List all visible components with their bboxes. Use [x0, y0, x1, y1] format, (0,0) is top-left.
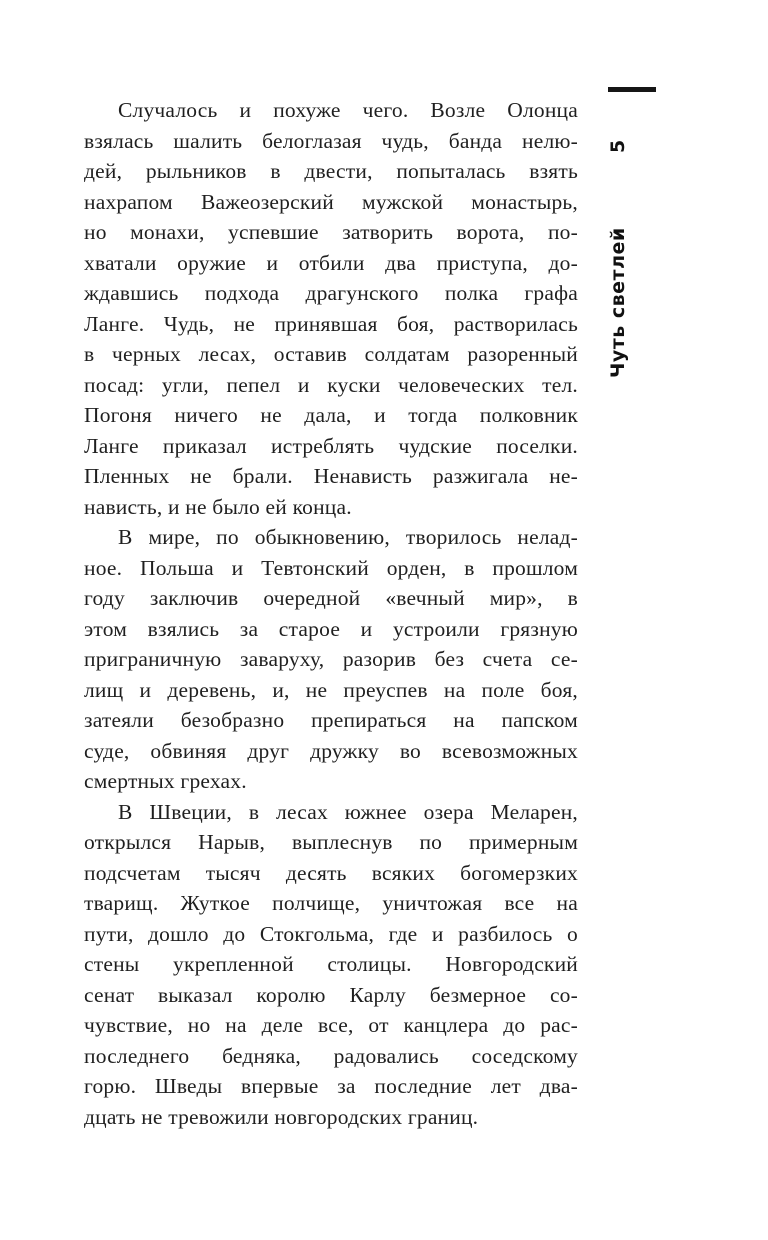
paragraph [84, 95, 578, 522]
text-line: горю. Шведы впервые за последние лет два- [84, 1074, 578, 1098]
text-line: приграничную заваруху, разорив без счета се- [84, 647, 578, 671]
text-line: году заключив очередной «вечный мир», в [84, 586, 578, 610]
text-line: но монахи, успевшие затворить ворота, по- [84, 220, 578, 244]
text-line: Пленных не брали. Ненависть разжигала не- [84, 464, 578, 488]
text-line: чувствие, но на деле все, от канцлера до рас- [84, 1013, 578, 1037]
text-line: ждавшись подхода драгунского полка графа [84, 281, 578, 305]
text-line: ное. Польша и Тевтонский орден, в прошлом [84, 555, 578, 580]
text-line: в черных лесах, оставив солдатам разоренный [84, 342, 578, 366]
text-line: Случалось и похуже чего. Возле Олонца [118, 98, 578, 122]
text-line: суде, обвиняя друг дружку во всевозможных [84, 738, 578, 763]
text-line: нахрапом Важеозерский мужской монастырь, [84, 189, 578, 214]
text-line: тварищ. Жуткое полчище, уничтожая все на [84, 891, 578, 915]
text-line: взялась шалить белоглазая чудь, банда нелю- [84, 128, 578, 153]
running-title: Чуть светлей [607, 227, 629, 379]
text-line: смертных грехах. [84, 769, 247, 793]
text-line: открылся Нарыв, выплеснув по примерным [84, 830, 578, 854]
text-line: В мире, по обыкновению, творилось нелад- [118, 525, 578, 549]
text-line: подсчетам тысяч десять всяких богомерзких [84, 860, 578, 885]
text-line: Погоня ничего не дала, и тогда полковник [84, 403, 578, 427]
text-line: стены укрепленной столицы. Новгородский [84, 952, 578, 976]
text-line: пути, дошло до Стокгольма, где и разбилось о [84, 921, 578, 946]
text-line: посад: угли, пепел и куски человеческих тел. [84, 372, 578, 397]
text-line: затеяли безобразно препираться на папском [84, 708, 578, 732]
text-line: Ланге приказал истреблять чудские поселки. [84, 433, 578, 458]
text-line: сенат выказал королю Карлу безмерное со- [84, 982, 578, 1007]
text-line: последнего бедняка, радовались соседскому [84, 1043, 578, 1068]
text-line: дей, рыльников в двести, попыталась взять [84, 159, 578, 183]
text-line: лищ и деревень, и, не преуспев на поле боя, [84, 677, 578, 702]
text-line: этом взялись за старое и устроили грязную [84, 616, 578, 641]
paragraph [84, 522, 578, 797]
body-text-column [84, 95, 578, 1132]
text-line: Ланге. Чудь, не принявшая боя, растворилась [84, 311, 578, 336]
margin-rule-bar [608, 87, 656, 92]
text-line: дцать не тревожили новгородских границ. [84, 1104, 479, 1129]
paragraph [84, 797, 578, 1133]
text-line: нависть, и не было ей конца. [84, 494, 352, 519]
text-line: хватали оружие и отбили два приступа, до- [84, 250, 578, 275]
text-line: В Швеции, в лесах южнее озера Меларен, [118, 799, 578, 824]
page-number: 5 [607, 138, 629, 154]
